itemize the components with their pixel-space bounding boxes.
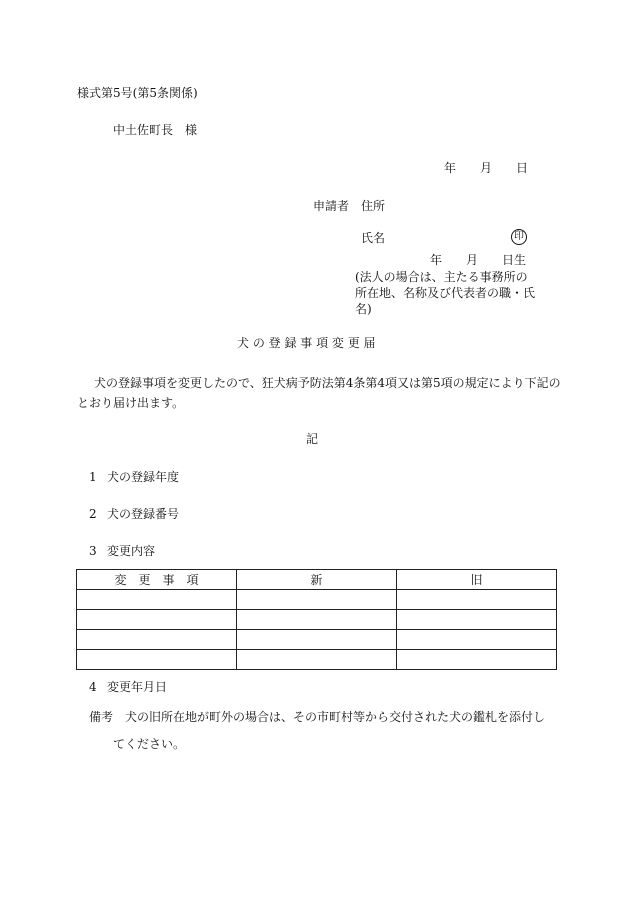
table-cell[interactable] [397,590,557,610]
header-change-item: 変 更 事 項 [77,570,237,590]
table-cell[interactable] [397,630,557,650]
table-row [77,610,557,630]
table-header-row [77,570,557,590]
table-cell[interactable] [237,590,397,610]
item-number: 2 [89,507,97,521]
item-label-registration-year: 犬の登録年度 [107,470,180,484]
corporate-note-line: 所在地、名称及び代表者の職・氏 [355,286,536,300]
table-cell[interactable] [77,590,237,610]
table-cell[interactable] [237,630,397,650]
item-label-change-date: 変更年月日 [107,680,168,694]
address-label: 住所 [361,199,386,213]
table-cell[interactable] [77,610,237,630]
submission-date: 年 月 日 [444,161,529,175]
table-cell[interactable] [397,650,557,670]
table-row [77,590,557,610]
name-label: 氏名 [361,231,386,245]
table-cell[interactable] [77,630,237,650]
table-cell[interactable] [397,610,557,630]
birth-date: 年 月 日生 [430,253,527,267]
form-number: 様式第5号(第5条関係) [77,86,198,100]
item-number: 3 [89,544,97,558]
seal-icon: 印 [511,229,527,245]
header-new: 新 [237,570,397,590]
header-old: 旧 [397,570,557,590]
table-cell[interactable] [237,610,397,630]
applicant-label: 申請者 [313,199,350,213]
table-row [77,650,557,670]
corporate-note-line: (法人の場合は、主たる事務所の [355,270,528,284]
remarks-label: 備考 [89,710,114,724]
body-text-line: 犬の登録事項を変更したので、狂犬病予防法第4条第4項又は第5項の規定により下記の [94,376,561,390]
remarks-line: 犬の旧所在地が町外の場合は、その市町村等から交付された犬の鑑札を添付し [125,710,546,724]
item-number: 4 [89,680,97,694]
change-table [76,569,557,670]
remarks-line: てください。 [113,737,186,751]
item-label-change-contents: 変更内容 [107,544,156,558]
addressee: 中土佐町長 様 [113,123,198,137]
document-title: 犬 の 登 録 事 項 変 更 届 [237,336,376,350]
table-row [77,630,557,650]
item-label-registration-number: 犬の登録番号 [107,507,180,521]
body-text-line: とおり届け出ます。 [77,396,185,410]
corporate-note-line: 名) [355,302,372,316]
ki-heading: 記 [306,432,319,446]
item-number: 1 [89,470,97,484]
table-cell[interactable] [77,650,237,670]
table-cell[interactable] [237,650,397,670]
